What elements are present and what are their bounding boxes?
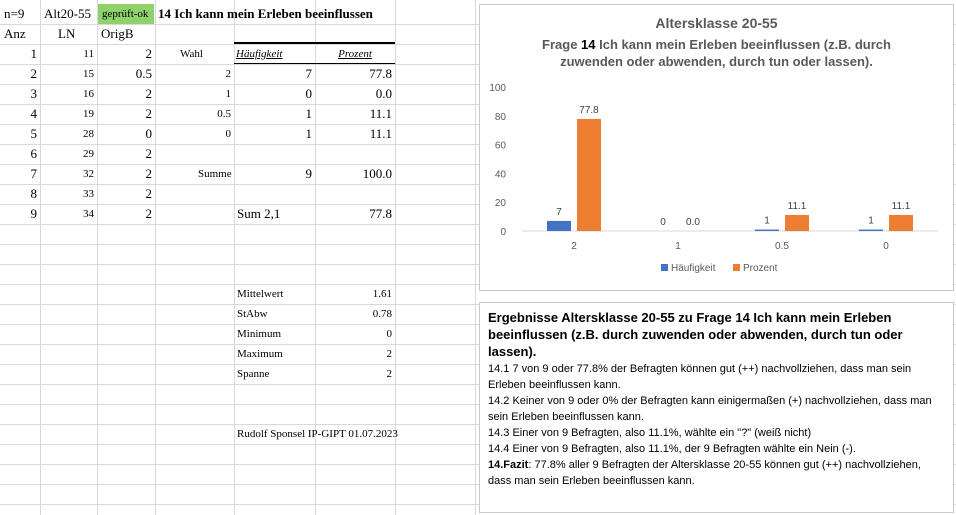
prozent-cell[interactable]: 11.1 — [369, 126, 392, 141]
stat-value[interactable]: 1.61 — [372, 288, 392, 300]
wahl-cell[interactable]: 2 — [225, 68, 231, 80]
orig-cell[interactable]: 2 — [145, 86, 152, 101]
ln-cell[interactable]: 34 — [83, 208, 94, 220]
orig-cell[interactable]: 2 — [145, 206, 152, 221]
x-tick-label: 0.5 — [775, 241, 789, 252]
bar-haeufigkeit — [755, 230, 779, 231]
stat-label[interactable]: Maximum — [237, 348, 283, 360]
prozent-header[interactable]: Prozent — [338, 48, 372, 60]
anz-cell[interactable]: 5 — [30, 126, 37, 141]
haeufigkeit-cell[interactable]: 1 — [305, 106, 312, 121]
y-tick-label: 100 — [489, 83, 506, 94]
bar-haeufigkeit — [859, 230, 883, 231]
bar-prozent — [577, 119, 601, 231]
prozent-cell[interactable]: 77.8 — [369, 66, 392, 81]
orig-cell[interactable]: 0 — [145, 126, 152, 141]
orig-cell[interactable]: 2 — [145, 106, 152, 121]
result-line: 14.4 Einer von 9 Befragten, also 11.1%, der 9 Befragten wählte ein Nein (-). — [488, 443, 856, 455]
grid-line — [475, 0, 476, 515]
bar-haeufigkeit — [547, 221, 571, 231]
anz-cell[interactable]: 8 — [30, 186, 37, 201]
ln-cell[interactable]: 11 — [83, 48, 94, 60]
ln-cell[interactable]: 16 — [83, 88, 94, 100]
anz-cell[interactable]: 9 — [30, 206, 37, 221]
result-fazit — [488, 457, 945, 489]
chart-subtitle-prefix: Frage — [542, 37, 582, 52]
data-label: 0.0 — [686, 217, 700, 228]
anz-cell[interactable]: 7 — [30, 166, 37, 181]
legend-label: Häufigkeit — [671, 263, 716, 274]
legend-swatch — [661, 264, 668, 271]
data-label: 11.1 — [787, 201, 807, 213]
question-title[interactable]: 14 Ich kann mein Erleben beeinflussen — [158, 6, 373, 21]
n-cell[interactable]: n=9 — [4, 6, 25, 21]
fazit-label: 14.Fazit — [488, 459, 529, 471]
haeufigkeit-cell[interactable]: 7 — [305, 66, 312, 81]
x-tick-label: 0 — [883, 241, 889, 252]
results-heading: Ergebnisse Altersklasse 20-55 zu Frage 14 Ich kann mein Erleben beeinflussen (z.B. durch zuwenden oder abwenden, durch tun oder lassen). — [488, 310, 903, 359]
prozent-cell[interactable]: 0.0 — [375, 86, 392, 101]
y-tick-label: 60 — [494, 140, 506, 152]
orig-cell[interactable]: 2 — [145, 46, 152, 61]
stat-value[interactable]: 2 — [386, 368, 392, 380]
anz-cell[interactable]: 2 — [30, 66, 37, 81]
col-header-ln[interactable]: LN — [58, 26, 76, 41]
data-label: 0 — [660, 217, 666, 228]
wahl-cell[interactable]: 0.5 — [217, 108, 231, 120]
status-cell[interactable]: geprüft-ok — [98, 4, 154, 24]
result-line: 14.1 7 von 9 oder 77.8% der Befragten können gut (++) nachvollziehen, dass man sein Erleben beeinflussen kann. — [488, 363, 912, 391]
ln-cell[interactable]: 15 — [83, 68, 94, 80]
col-header-anz[interactable]: Anz — [4, 26, 26, 41]
data-label: 11.1 — [891, 201, 911, 213]
summe-haeufigkeit[interactable]: 9 — [305, 166, 312, 181]
stat-label[interactable]: StAbw — [237, 308, 268, 320]
x-tick-label: 1 — [675, 241, 681, 252]
prozent-cell[interactable]: 11.1 — [369, 106, 392, 121]
sum21-label[interactable]: Sum 2,1 — [237, 206, 281, 221]
data-label: 77.8 — [579, 104, 599, 116]
group-cell[interactable]: Alt20-55 — [44, 6, 91, 21]
bar-prozent — [889, 215, 913, 231]
anz-cell[interactable]: 6 — [30, 146, 37, 161]
haeufigkeit-cell[interactable]: 1 — [305, 126, 312, 141]
orig-cell[interactable]: 2 — [145, 146, 152, 161]
results-panel[interactable] — [479, 302, 954, 513]
chart-panel[interactable] — [479, 4, 954, 291]
ln-cell[interactable]: 29 — [83, 148, 94, 160]
chart-subtitle-line2: zuwenden oder abwenden, durch tun oder lassen). — [560, 54, 873, 69]
x-tick-label: 2 — [571, 241, 577, 252]
ln-cell[interactable]: 28 — [83, 128, 94, 140]
fazit-text: : 77.8% aller 9 Befragten der Altersklasse 20-55 können gut (++) nachvollziehen, dass man sein Erleben beeinflussen kann. — [488, 459, 921, 487]
y-tick-label: 0 — [500, 227, 506, 238]
chart-subtitle-number: 14 — [581, 37, 596, 52]
stat-label[interactable]: Spanne — [237, 368, 270, 380]
stat-label[interactable]: Mittelwert — [237, 288, 284, 300]
legend-swatch — [733, 264, 740, 271]
orig-cell[interactable]: 0.5 — [135, 66, 152, 81]
data-label: 1 — [764, 215, 770, 227]
ln-cell[interactable]: 33 — [83, 188, 94, 200]
y-tick-label: 80 — [494, 111, 506, 123]
legend-label: Prozent — [743, 263, 778, 274]
y-tick-label: 20 — [494, 198, 506, 210]
anz-cell[interactable]: 1 — [30, 46, 37, 61]
data-label: 7 — [556, 206, 562, 218]
chart-title: Altersklasse 20-55 — [655, 15, 778, 31]
haeufigkeit-cell[interactable]: 0 — [305, 86, 312, 101]
summe-prozent[interactable]: 100.0 — [362, 166, 392, 181]
orig-cell[interactable]: 2 — [145, 166, 152, 181]
result-line: 14.2 Keiner von 9 oder 0% der Befragten kann einigermaßen (+) nachvollziehen, dass man sein Erleben beeinflussen kann. — [488, 395, 932, 423]
sum21-prozent[interactable]: 77.8 — [369, 206, 392, 221]
anz-cell[interactable]: 4 — [30, 106, 37, 121]
bar-chart — [480, 5, 953, 290]
chart-subtitle-rest: Ich kann mein Erleben beeinflussen (z.B. durch — [595, 37, 891, 52]
bar-prozent — [785, 215, 809, 231]
wahl-header[interactable]: Wahl — [180, 48, 203, 60]
ln-cell[interactable]: 19 — [83, 108, 94, 120]
wahl-cell[interactable]: 1 — [225, 88, 231, 100]
result-line: 14.3 Einer von 9 Befragten, also 11.1%, wählte ein "?" (weiß nicht) — [488, 427, 812, 439]
stat-value[interactable]: 0.78 — [372, 308, 392, 320]
ln-cell[interactable]: 32 — [83, 168, 94, 180]
anz-cell[interactable]: 3 — [30, 86, 37, 101]
y-tick-label: 40 — [494, 169, 506, 181]
data-label: 1 — [868, 215, 874, 227]
stat-value[interactable]: 2 — [386, 348, 392, 360]
haeufigkeit-header[interactable]: Häufigkeit — [236, 48, 283, 60]
orig-cell[interactable]: 2 — [145, 186, 152, 201]
author-cell[interactable]: Rudolf Sponsel IP-GIPT 01.07.2023 — [237, 428, 398, 440]
stat-value[interactable]: 0 — [386, 328, 392, 340]
col-header-origb[interactable]: OrigB — [101, 26, 134, 41]
stat-label[interactable]: Minimum — [237, 328, 282, 340]
wahl-cell[interactable]: 0 — [225, 128, 231, 140]
summe-label[interactable]: Summe — [198, 168, 232, 180]
